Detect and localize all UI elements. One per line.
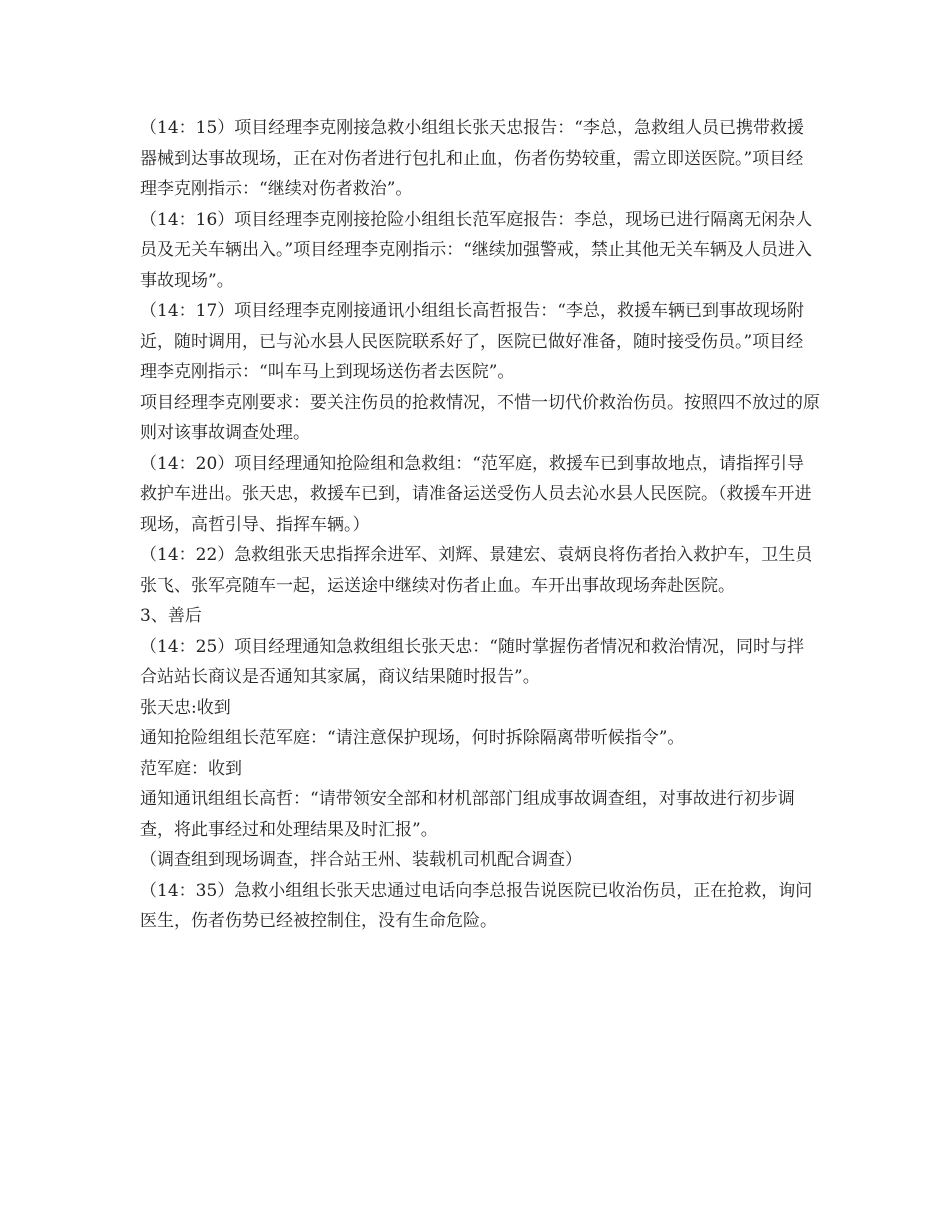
paragraph-1414-15-report: （14：15）项目经理李克刚接急救小组组长张天忠报告：“李总，急救组人员已携带救援器械到达事故现场，正在对伤者进行包扎和止血，伤者伤势较重，需立即送医院。”项目经理李克刚指示：“继续对伤者救治”。 bbox=[140, 118, 804, 199]
paragraph-14-35-report: （14：35）急救小组组长张天忠通过电话向李总报告说医院已收治伤员，正在抢救，询问医生，伤者伤势已经被控制住，没有生命危险。 bbox=[140, 880, 813, 931]
paragraph-manager-requirement: 项目经理李克刚要求：要关注伤员的抢救情况，不惜一切代价救治伤员。按照四不放过的原则对该事故调查处理。 bbox=[140, 392, 820, 443]
paragraph-fan-received: 范军庭：收到 bbox=[140, 758, 242, 779]
paragraph-zhang-received: 张天忠:收到 bbox=[140, 697, 231, 718]
paragraph-notify-gao: 通知通讯组组长高哲：“请带领安全部和材机部部门组成事故调查组，对事故进行初步调查，将此事经过和处理结果及时汇报”。 bbox=[140, 789, 795, 840]
paragraph-14-25-notice: （14：25）项目经理通知急救组组长张天忠：“随时掌握伤者情况和救治情况，同时与拌合站站长商议是否通知其家属，商议结果随时报告”。 bbox=[140, 636, 804, 687]
paragraph-14-17-report: （14：17）项目经理李克刚接通讯小组组长高哲报告：“李总，救援车辆已到事故现场附近，随时调用，已与沁水县人民医院联系好了，医院已做好准备，随时接受伤员。”项目经理李克刚指示：“叫车马上到现场送伤者去医院”。 bbox=[140, 301, 804, 382]
section-heading-aftermath: 3、善后 bbox=[140, 606, 202, 626]
paragraph-14-16-report: （14：16）项目经理李克刚接抢险小组组长范军庭报告：李总，现场已进行隔离无闲杂人员及无关车辆出入。”项目经理李克刚指示：“继续加强警戒，禁止其他无关车辆及人员进入事故现场”。 bbox=[140, 209, 813, 291]
paragraph-14-20-notice: （14：20）项目经理通知抢险组和急救组：“范军庭，救援车已到事故地点，请指挥引导救护车进出。张天忠，救援车已到，请准备运送受伤人员去沁水县人民医院。（救援车开进现场，高哲引导、指挥车辆。） bbox=[140, 453, 812, 535]
paragraph-investigation-note: （调查组到现场调查，拌合站王州、装载机司机配合调查） bbox=[140, 850, 582, 870]
document-body bbox=[140, 113, 820, 937]
paragraph-notify-fan: 通知抢险组组长范军庭：“请注意保护现场，何时拆除隔离带听候指令”。 bbox=[140, 728, 685, 748]
paragraph-14-22-transport: （14：22）急救组张天忠指挥余进军、刘辉、景建宏、袁炳良将伤者抬入救护车，卫生员张飞、张军亮随车一起，运送途中继续对伤者止血。车开出事故现场奔赴医院。 bbox=[140, 545, 813, 596]
